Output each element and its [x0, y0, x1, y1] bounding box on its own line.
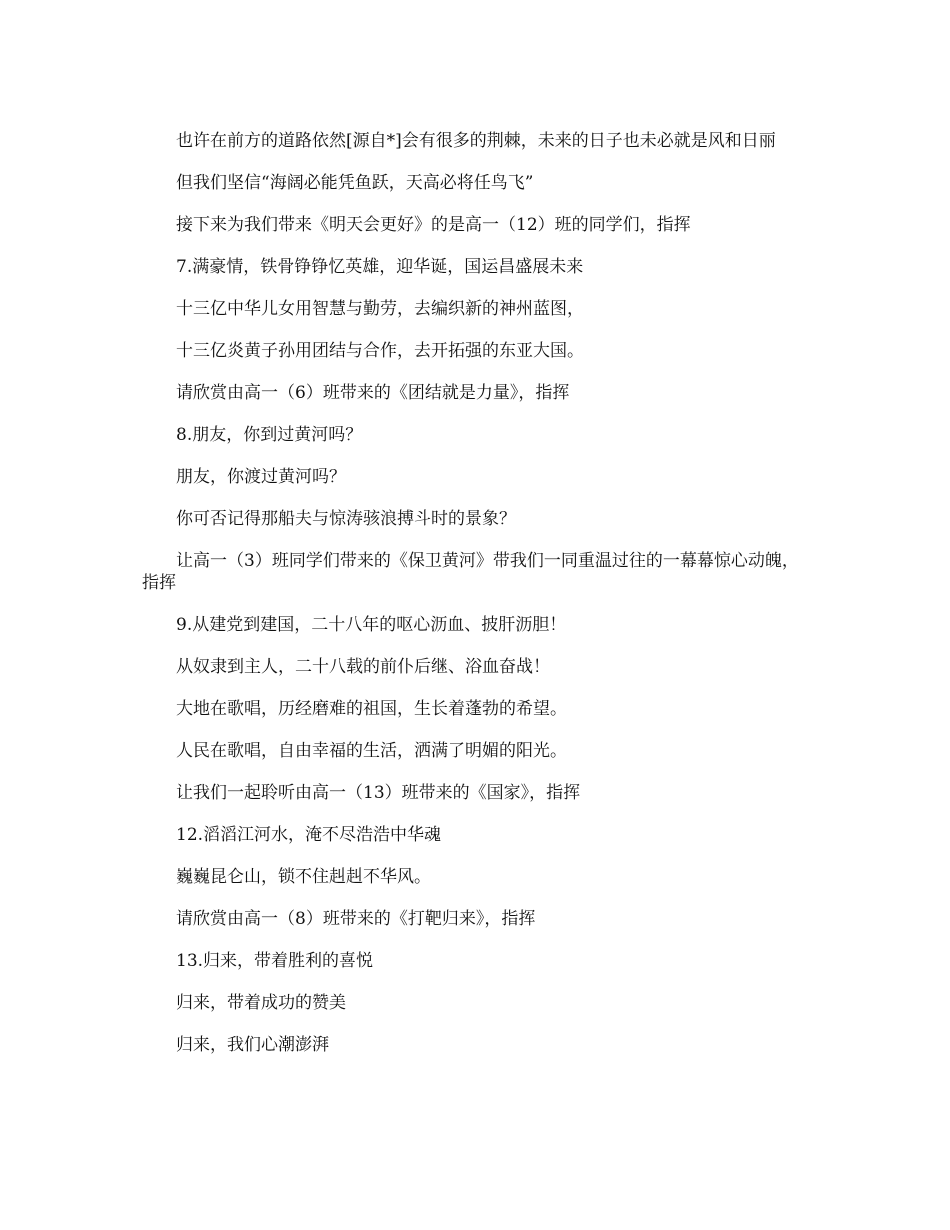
paragraph: 十三亿中华儿女用智慧与勤劳，去编织新的神州蓝图， — [176, 299, 584, 319]
paragraph: 也许在前方的道路依然[源自*]会有很多的荆棘，未来的日子也未必就是风和日丽 — [176, 131, 776, 151]
paragraph: 让高一（3）班同学们带来的《保卫黄河》带我们一同重温过往的一幕幕惊心动魄，指挥 — [142, 551, 799, 593]
document-body — [142, 130, 812, 1076]
paragraph: 8.朋友，你到过黄河吗？ — [176, 425, 363, 445]
paragraph: 接下来为我们带来《明天会更好》的是高一（12）班的同学们，指挥 — [176, 215, 691, 235]
paragraph: 请欣赏由高一（6）班带来的《团结就是力量》，指挥 — [176, 383, 570, 403]
paragraph: 巍巍昆仑山，锁不住赳赳不华风。 — [176, 867, 431, 887]
paragraph: 归来，带着成功的赞美 — [176, 993, 346, 1013]
paragraph: 让我们一起聆听由高一（13）班带来的《国家》，指挥 — [176, 783, 581, 803]
paragraph: 你可否记得那船夫与惊涛骇浪搏斗时的景象？ — [176, 509, 516, 529]
paragraph: 朋友，你渡过黄河吗？ — [176, 467, 346, 487]
paragraph: 12.滔滔江河水，淹不尽浩浩中华魂 — [176, 825, 442, 845]
paragraph: 从奴隶到主人，二十八载的前仆后继、浴血奋战！ — [176, 657, 550, 677]
paragraph: 7.满豪情，铁骨铮铮忆英雄，迎华诞，国运昌盛展未来 — [176, 257, 584, 277]
paragraph: 大地在歌唱，历经磨难的祖国，生长着蓬勃的希望。 — [176, 699, 567, 719]
paragraph: 十三亿炎黄子孙用团结与合作，去开拓强的东亚大国。 — [176, 341, 584, 361]
paragraph: 13.归来，带着胜利的喜悦 — [176, 951, 374, 971]
paragraph: 归来，我们心潮澎湃 — [176, 1035, 329, 1055]
paragraph: 但我们坚信“海阔必能凭鱼跃，天高必将任鸟飞” — [176, 173, 534, 193]
paragraph: 9.从建党到建国，二十八年的呕心沥血、披肝沥胆！ — [176, 615, 567, 635]
paragraph: 人民在歌唱，自由幸福的生活，洒满了明媚的阳光。 — [176, 741, 567, 761]
paragraph: 请欣赏由高一（8）班带来的《打靶归来》，指挥 — [176, 909, 536, 929]
